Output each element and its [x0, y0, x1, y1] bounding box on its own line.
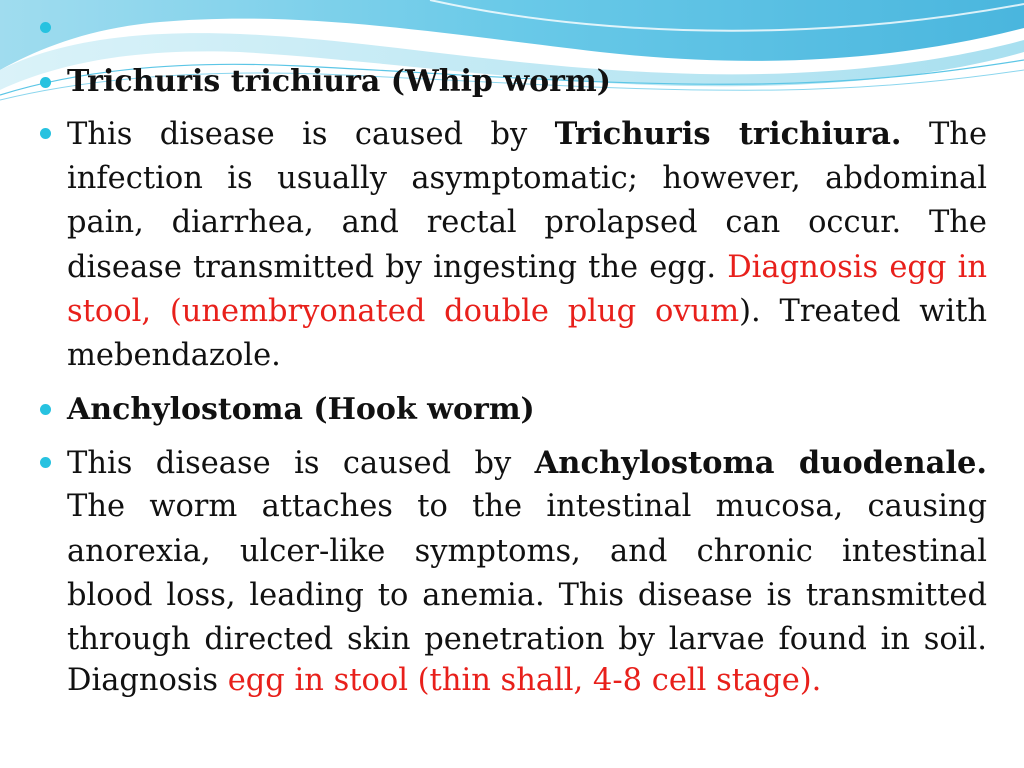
trichuris-paragraph-line [67, 290, 987, 334]
trichuris-paragraph-line: pain, diarrhea, and rectal prolapsed can occur. The [67, 205, 987, 240]
anchylostoma-paragraph-line: The worm attaches to the intestinal mucosa, causing [67, 489, 987, 524]
diagnosis-highlight: stool, (unembryonated double plug ovum [67, 294, 740, 329]
text-run: Diagnosis [67, 663, 228, 698]
anchylostoma-paragraph-line [67, 659, 987, 703]
text-run: This disease is caused by [67, 446, 535, 481]
anchylostoma-paragraph-line: through directed skin penetration by larvae found in soil. [67, 622, 987, 657]
anchylostoma-paragraph-line: blood loss, leading to anemia. This disease is transmitted [67, 578, 987, 613]
diagnosis-highlight: Diagnosis egg in [727, 250, 987, 285]
anchylostoma-paragraph-line [67, 441, 987, 486]
text-run: The [901, 117, 987, 152]
trichuris-paragraph-line: mebendazole. [67, 338, 281, 373]
bullet-icon [40, 128, 51, 139]
organism-name: Anchylostoma duodenale. [534, 445, 987, 481]
anchylostoma-paragraph-line: anorexia, ulcer-like symptoms, and chronic intestinal [67, 534, 987, 569]
bullet-icon [40, 77, 51, 88]
bullet-icon [40, 404, 51, 415]
trichuris-paragraph-line: infection is usually asymptomatic; however, abdominal [67, 161, 987, 196]
diagnosis-highlight: egg in stool (thin shall, 4-8 cell stage). [227, 663, 822, 698]
trichuris-heading: Trichuris trichiura (Whip worm) [67, 64, 611, 99]
anchylostoma-heading: Anchylostoma (Hook worm) [67, 392, 535, 427]
text-run: This disease is caused by [67, 117, 555, 152]
text-run: disease transmitted by ingesting the egg. [67, 250, 728, 285]
bullet-icon [40, 457, 51, 468]
trichuris-paragraph-line [67, 246, 987, 290]
trichuris-paragraph-line [67, 112, 987, 157]
organism-name: Trichuris trichiura. [554, 116, 902, 152]
bullet-icon [40, 22, 51, 33]
text-run: ). Treated with [739, 294, 987, 329]
